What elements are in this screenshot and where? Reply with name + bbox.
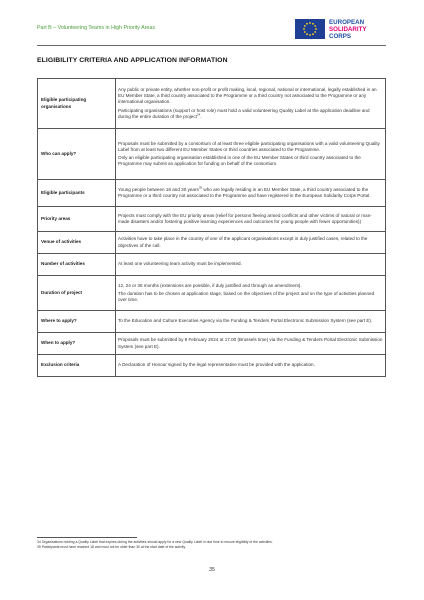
row-label: Exclusion criteria bbox=[38, 355, 116, 377]
paragraph-text: A Declaration of Honour signed by the legal representative must be provided with the application. bbox=[118, 362, 315, 368]
row-paragraph bbox=[118, 87, 383, 106]
row-paragraph bbox=[118, 155, 383, 167]
eligibility-table bbox=[37, 78, 386, 377]
row-content bbox=[115, 129, 386, 180]
row-paragraph bbox=[118, 261, 383, 267]
section-title: ELIGIBILITY CRITERIA AND APPLICATION INFORMATION bbox=[37, 57, 228, 64]
row-content bbox=[115, 254, 386, 276]
paragraph-text: Young people between 18 and 30 years bbox=[118, 186, 199, 192]
table-row bbox=[38, 333, 386, 355]
paragraph-text: 12, 24 or 36 months (extensions are possible, if duly justified and through an amendment). bbox=[118, 282, 302, 288]
page-header-title: Part B – Volunteering Teams in High Priority Areas bbox=[37, 25, 155, 31]
table-row bbox=[38, 180, 386, 207]
row-label: Number of activities bbox=[38, 254, 116, 276]
row-content bbox=[115, 276, 386, 311]
paragraph-text: The duration has to be chosen at application stage, based on the objectives of the project and on the type of activities planned over time. bbox=[118, 290, 375, 303]
table-row bbox=[38, 276, 386, 311]
header-divider bbox=[37, 45, 386, 46]
table-row bbox=[38, 79, 386, 129]
logo-text-line2: SOLIDARITY bbox=[329, 26, 367, 33]
footnote-reference[interactable]: 34 bbox=[196, 112, 201, 117]
row-paragraph bbox=[118, 236, 383, 248]
paragraph-text: Only an eligible participating organisation established in one of the EU Member States or third country associated to the Programme may submit an application for funding on behalf of the consortium. bbox=[118, 155, 361, 167]
paragraph-text: At least one volunteering team activity must be implemented. bbox=[118, 261, 242, 267]
page-number: 35 bbox=[209, 567, 215, 573]
row-paragraph bbox=[118, 187, 383, 199]
row-paragraph bbox=[118, 362, 383, 368]
row-paragraph bbox=[118, 337, 383, 349]
footnote-34: 34 Organisations holding a Quality Label that expires during the activities should apply for a new Quality Label in due time to ensure eligibility of the activities. bbox=[37, 540, 273, 544]
row-paragraph bbox=[118, 141, 383, 153]
paragraph-text: Any public or private entity, whether non-profit or profit making, local, regional, national or international, legally established in an EU Member State, a third country associated to the Programme or a third country not associated to the Programme or any international organisation. bbox=[118, 86, 377, 105]
row-paragraph bbox=[118, 213, 383, 225]
row-content bbox=[115, 79, 386, 129]
row-paragraph bbox=[118, 283, 383, 289]
paragraph-text: Proposals must be submitted by 8 February 2024 at 17.00 (Brussels time) via the Funding & Tenders Portal Electronic Submission System (see part E). bbox=[118, 337, 383, 349]
row-content bbox=[115, 333, 386, 355]
row-label: Where to apply? bbox=[38, 311, 116, 333]
table-row bbox=[38, 207, 386, 232]
row-content bbox=[115, 232, 386, 254]
row-label: Duration of project bbox=[38, 276, 116, 311]
eu-flag-icon bbox=[295, 19, 325, 39]
footnote-reference[interactable]: 35 bbox=[198, 185, 203, 190]
row-paragraph: Participating organisations (support or host role) must hold a valid volunteering Quality Label at the application deadline and during the entire duration of the project$^{34}$. bbox=[118, 107, 370, 119]
row-label: Venue of activities bbox=[38, 232, 116, 254]
european-solidarity-corps-logo bbox=[295, 17, 390, 43]
table-row bbox=[38, 129, 386, 180]
footnote-divider bbox=[37, 537, 137, 538]
row-content bbox=[115, 180, 386, 207]
table-row bbox=[38, 232, 386, 254]
row-label: Eligible participants bbox=[38, 180, 116, 207]
logo-text-line3: CORPS bbox=[329, 33, 352, 40]
footnote-35: 35 Participants must have reached 18 and must not be older than 30 at the start date of the activity. bbox=[37, 545, 186, 549]
row-label: When to apply? bbox=[38, 333, 116, 355]
table-row bbox=[38, 254, 386, 276]
paragraph-text: To the Education and Culture Executive Agency via the Funding & Tenders Portal Electronic Submission System (see part E). bbox=[118, 318, 373, 324]
row-content bbox=[115, 207, 386, 232]
row-label: Eligible participating organisations bbox=[38, 79, 116, 129]
row-label: Who can apply? bbox=[38, 129, 116, 180]
row-label: Priority areas bbox=[38, 207, 116, 232]
row-content bbox=[115, 355, 386, 377]
paragraph-text: Proposals must be submitted by a consortium of at least three eligible participating organisations with a valid volunteering Quality Label from at least two different EU Member States or third countries associated to the Programme. bbox=[118, 140, 380, 152]
paragraph-text: who are legally residing in an EU Member State, a third country associated to the Programme or a third country not associated to the Programme and have registered in the European Solidarity Corps Portal. bbox=[118, 186, 371, 198]
row-paragraph bbox=[118, 318, 383, 324]
paragraph-text: Activities have to take place in the country of one of the applicant organisations except in duly justified cases, related to the objectives of the call. bbox=[118, 236, 368, 248]
paragraph-text: Projects must comply with the EU priority areas (relief for persons fleeing armed conflicts and other victims of natural or man-made disasters and/or fostering positive learning experiences and outcomes for young people with fewer opportunities)) bbox=[118, 212, 372, 224]
row-paragraph bbox=[118, 291, 383, 303]
table-row bbox=[38, 311, 386, 333]
logo-text-line1: EUROPEAN bbox=[329, 19, 365, 26]
row-content bbox=[115, 311, 386, 333]
table-row bbox=[38, 355, 386, 377]
paragraph-text: Participating organisations (support or host role) must hold a valid volunteering Quality Label at the application deadline and during the entire duration of the project bbox=[118, 107, 370, 119]
